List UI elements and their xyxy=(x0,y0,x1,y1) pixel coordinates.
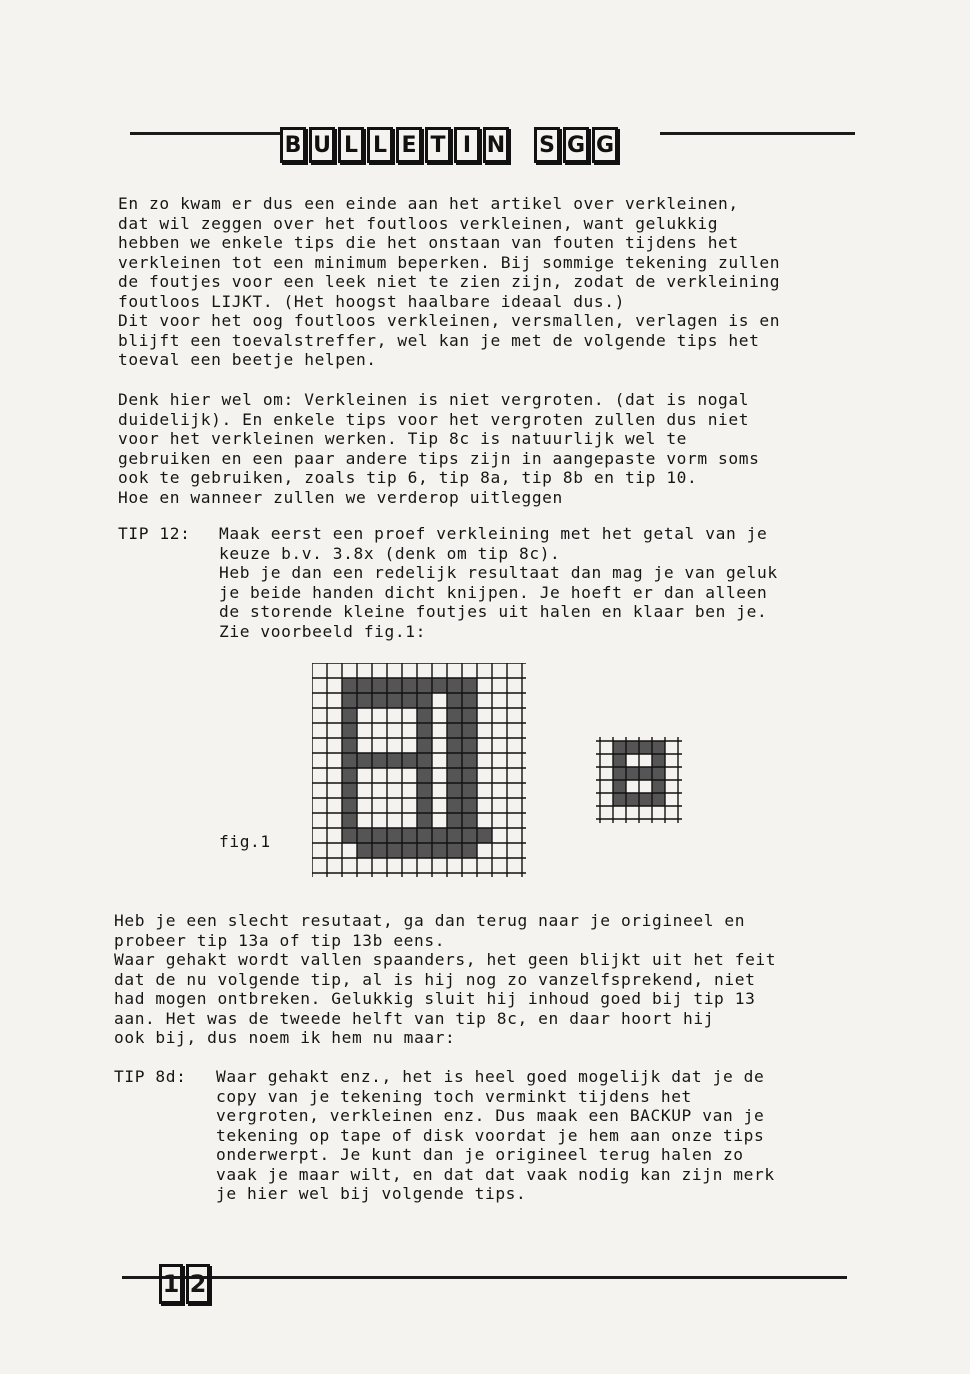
grid-pixel xyxy=(372,678,387,693)
grid-pixel xyxy=(613,793,626,806)
grid-pixel xyxy=(639,793,652,806)
masthead-letter: I xyxy=(454,127,480,163)
masthead-letter: G xyxy=(592,127,618,163)
masthead-letter: S xyxy=(534,127,560,163)
grid-pixel xyxy=(402,828,417,843)
grid-pixel xyxy=(462,723,477,738)
grid-pixel xyxy=(417,798,432,813)
grid-pixel xyxy=(626,767,639,780)
header-rule-right xyxy=(660,132,855,135)
tip8d-text: Waar gehakt enz., het is heel goed mogelijk dat je de copy van je tekening toch verminkt tijdens het vergroten, verkleinen enz. Dus maak een BACKUP van je tekening op tape of disk voordat je hem aan onze tips onderwerpt. Je kunt dan je origineel terug halen zo vaak je maar wilt, en dat dat vaak nodig kan zijn merk je hier wel bij volgende tips. xyxy=(216,1067,775,1203)
grid-pixel xyxy=(342,693,357,708)
grid-pixel xyxy=(357,753,372,768)
grid-pixel xyxy=(342,738,357,753)
grid-pixel xyxy=(357,693,372,708)
grid-pixel xyxy=(417,843,432,858)
grid-pixel xyxy=(462,843,477,858)
grid-pixel xyxy=(447,768,462,783)
grid-pixel xyxy=(387,753,402,768)
grid-pixel xyxy=(447,828,462,843)
grid-pixel xyxy=(432,678,447,693)
masthead-letter: N xyxy=(483,127,509,163)
grid-pixel xyxy=(462,798,477,813)
grid-pixel xyxy=(387,693,402,708)
grid-pixel xyxy=(342,678,357,693)
grid-pixel xyxy=(417,828,432,843)
grid-pixel xyxy=(372,828,387,843)
grid-pixel xyxy=(342,783,357,798)
grid-pixel xyxy=(342,708,357,723)
grid-pixel xyxy=(417,693,432,708)
small-pixel-grid xyxy=(596,737,682,823)
grid-pixel xyxy=(387,678,402,693)
masthead-letter: L xyxy=(367,127,393,163)
page-digit: 2 xyxy=(186,1264,210,1304)
grid-pixel xyxy=(447,783,462,798)
grid-pixel xyxy=(357,678,372,693)
grid-pixel xyxy=(447,723,462,738)
masthead-letter: U xyxy=(309,127,335,163)
paragraph-intro: En zo kwam er dus een einde aan het artikel over verkleinen, dat wil zeggen over het foutloos verkleinen, want gelukkig hebben we enkele tips die het onstaan van fouten tijdens het verkleinen tot een minimum beperken. Bij sommige tekening zullen de foutjes voor een leek niet te zien zijn, zodat de verkleining foutloos LIJKT. (Het hoogst haalbare ideaal dus.) Dit voor het oog foutloos verkleinen, versmallen, verlagen is en blijft een toevalstreffer, wel kan je met de volgende tips het toeval een beetje helpen. xyxy=(118,194,781,369)
grid-pixel xyxy=(613,767,626,780)
grid-pixel xyxy=(372,843,387,858)
grid-pixel xyxy=(342,768,357,783)
grid-pixel xyxy=(417,708,432,723)
grid-pixel xyxy=(432,843,447,858)
grid-pixel xyxy=(447,738,462,753)
grid-pixel xyxy=(417,738,432,753)
tip12-label: TIP 12: xyxy=(118,524,191,543)
grid-pixel xyxy=(417,768,432,783)
grid-pixel xyxy=(447,693,462,708)
grid-pixel xyxy=(417,723,432,738)
large-pixel-grid xyxy=(312,663,526,877)
grid-pixel xyxy=(417,783,432,798)
grid-pixel xyxy=(652,780,665,793)
grid-pixel xyxy=(652,767,665,780)
masthead-letter: T xyxy=(425,127,451,163)
grid-pixel xyxy=(357,828,372,843)
grid-pixel xyxy=(342,723,357,738)
grid-pixel xyxy=(477,828,492,843)
paragraph-denk: Denk hier wel om: Verkleinen is niet vergroten. (dat is nogal duidelijk). En enkele tips voor het vergroten zullen dus niet voor het verkleinen werken. Tip 8c is natuurlijk wel te gebruiken en een paar andere tips zijn in aangepaste vorm soms ook te gebruiken, zoals tip 6, tip 8a, tip 8b en tip 10. Hoe en wanneer zullen we verderop uitleggen xyxy=(118,390,760,507)
grid-pixel xyxy=(626,741,639,754)
grid-pixel xyxy=(613,754,626,767)
masthead xyxy=(280,127,621,163)
grid-pixel xyxy=(417,813,432,828)
grid-pixel xyxy=(613,780,626,793)
grid-pixel xyxy=(462,783,477,798)
grid-pixel xyxy=(342,828,357,843)
grid-pixel xyxy=(432,828,447,843)
grid-pixel xyxy=(639,767,652,780)
grid-pixel xyxy=(652,754,665,767)
page-digit: 1 xyxy=(159,1264,183,1304)
page-number xyxy=(159,1264,213,1304)
grid-pixel xyxy=(402,753,417,768)
grid-pixel xyxy=(417,753,432,768)
masthead-letter: E xyxy=(396,127,422,163)
grid-pixel xyxy=(342,798,357,813)
grid-pixel xyxy=(342,813,357,828)
grid-pixel xyxy=(462,738,477,753)
grid-pixel xyxy=(387,843,402,858)
grid-pixel xyxy=(372,693,387,708)
grid-pixel xyxy=(402,678,417,693)
header-rule-left xyxy=(130,132,280,135)
grid-pixel xyxy=(447,843,462,858)
grid-pixel xyxy=(357,843,372,858)
paragraph-result: Heb je een slecht resutaat, ga dan terug naar je origineel en probeer tip 13a of tip 13b eens. Waar gehakt wordt vallen spaanders, het geen blijkt uit het feit dat de nu volgende tip, al is hij nog zo vanzelfsprekend, niet had mogen ontbreken. Gelukkig sluit hij inhoud goed bij tip 13 aan. Het was de tweede helft van tip 8c, en daar hoort hij ook bij, dus noem ik hem nu maar: xyxy=(114,911,777,1047)
grid-pixel xyxy=(447,708,462,723)
grid-pixel xyxy=(447,798,462,813)
grid-pixel xyxy=(639,741,652,754)
grid-pixel xyxy=(462,678,477,693)
grid-pixel xyxy=(447,813,462,828)
grid-pixel xyxy=(372,753,387,768)
grid-pixel xyxy=(462,768,477,783)
grid-pixel xyxy=(447,678,462,693)
grid-pixel xyxy=(652,793,665,806)
figure-pixel-grids xyxy=(312,663,692,881)
masthead-letter: G xyxy=(563,127,589,163)
grid-pixel xyxy=(342,753,357,768)
grid-pixel xyxy=(402,843,417,858)
tip8d-label: TIP 8d: xyxy=(114,1067,187,1086)
grid-pixel xyxy=(462,828,477,843)
grid-pixel xyxy=(462,708,477,723)
grid-pixel xyxy=(462,753,477,768)
masthead-letter: L xyxy=(338,127,364,163)
figure-caption: fig.1 xyxy=(219,832,271,851)
masthead-letter: B xyxy=(280,127,306,163)
grid-pixel xyxy=(462,693,477,708)
grid-pixel xyxy=(447,753,462,768)
grid-pixel xyxy=(652,741,665,754)
grid-pixel xyxy=(387,828,402,843)
tip12-text: Maak eerst een proef verkleining met het getal van je keuze b.v. 3.8x (denk om tip 8c). Heb je dan een redelijk resultaat dan mag je van geluk je beide handen dicht knijpen. Je hoeft er dan alleen de storende kleine foutjes uit halen en klaar ben je. Zie voorbeeld fig.1: xyxy=(219,524,778,641)
grid-pixel xyxy=(462,813,477,828)
grid-pixel xyxy=(626,793,639,806)
footer-rule xyxy=(122,1276,847,1279)
grid-pixel xyxy=(417,678,432,693)
grid-pixel xyxy=(402,693,417,708)
grid-pixel xyxy=(613,741,626,754)
